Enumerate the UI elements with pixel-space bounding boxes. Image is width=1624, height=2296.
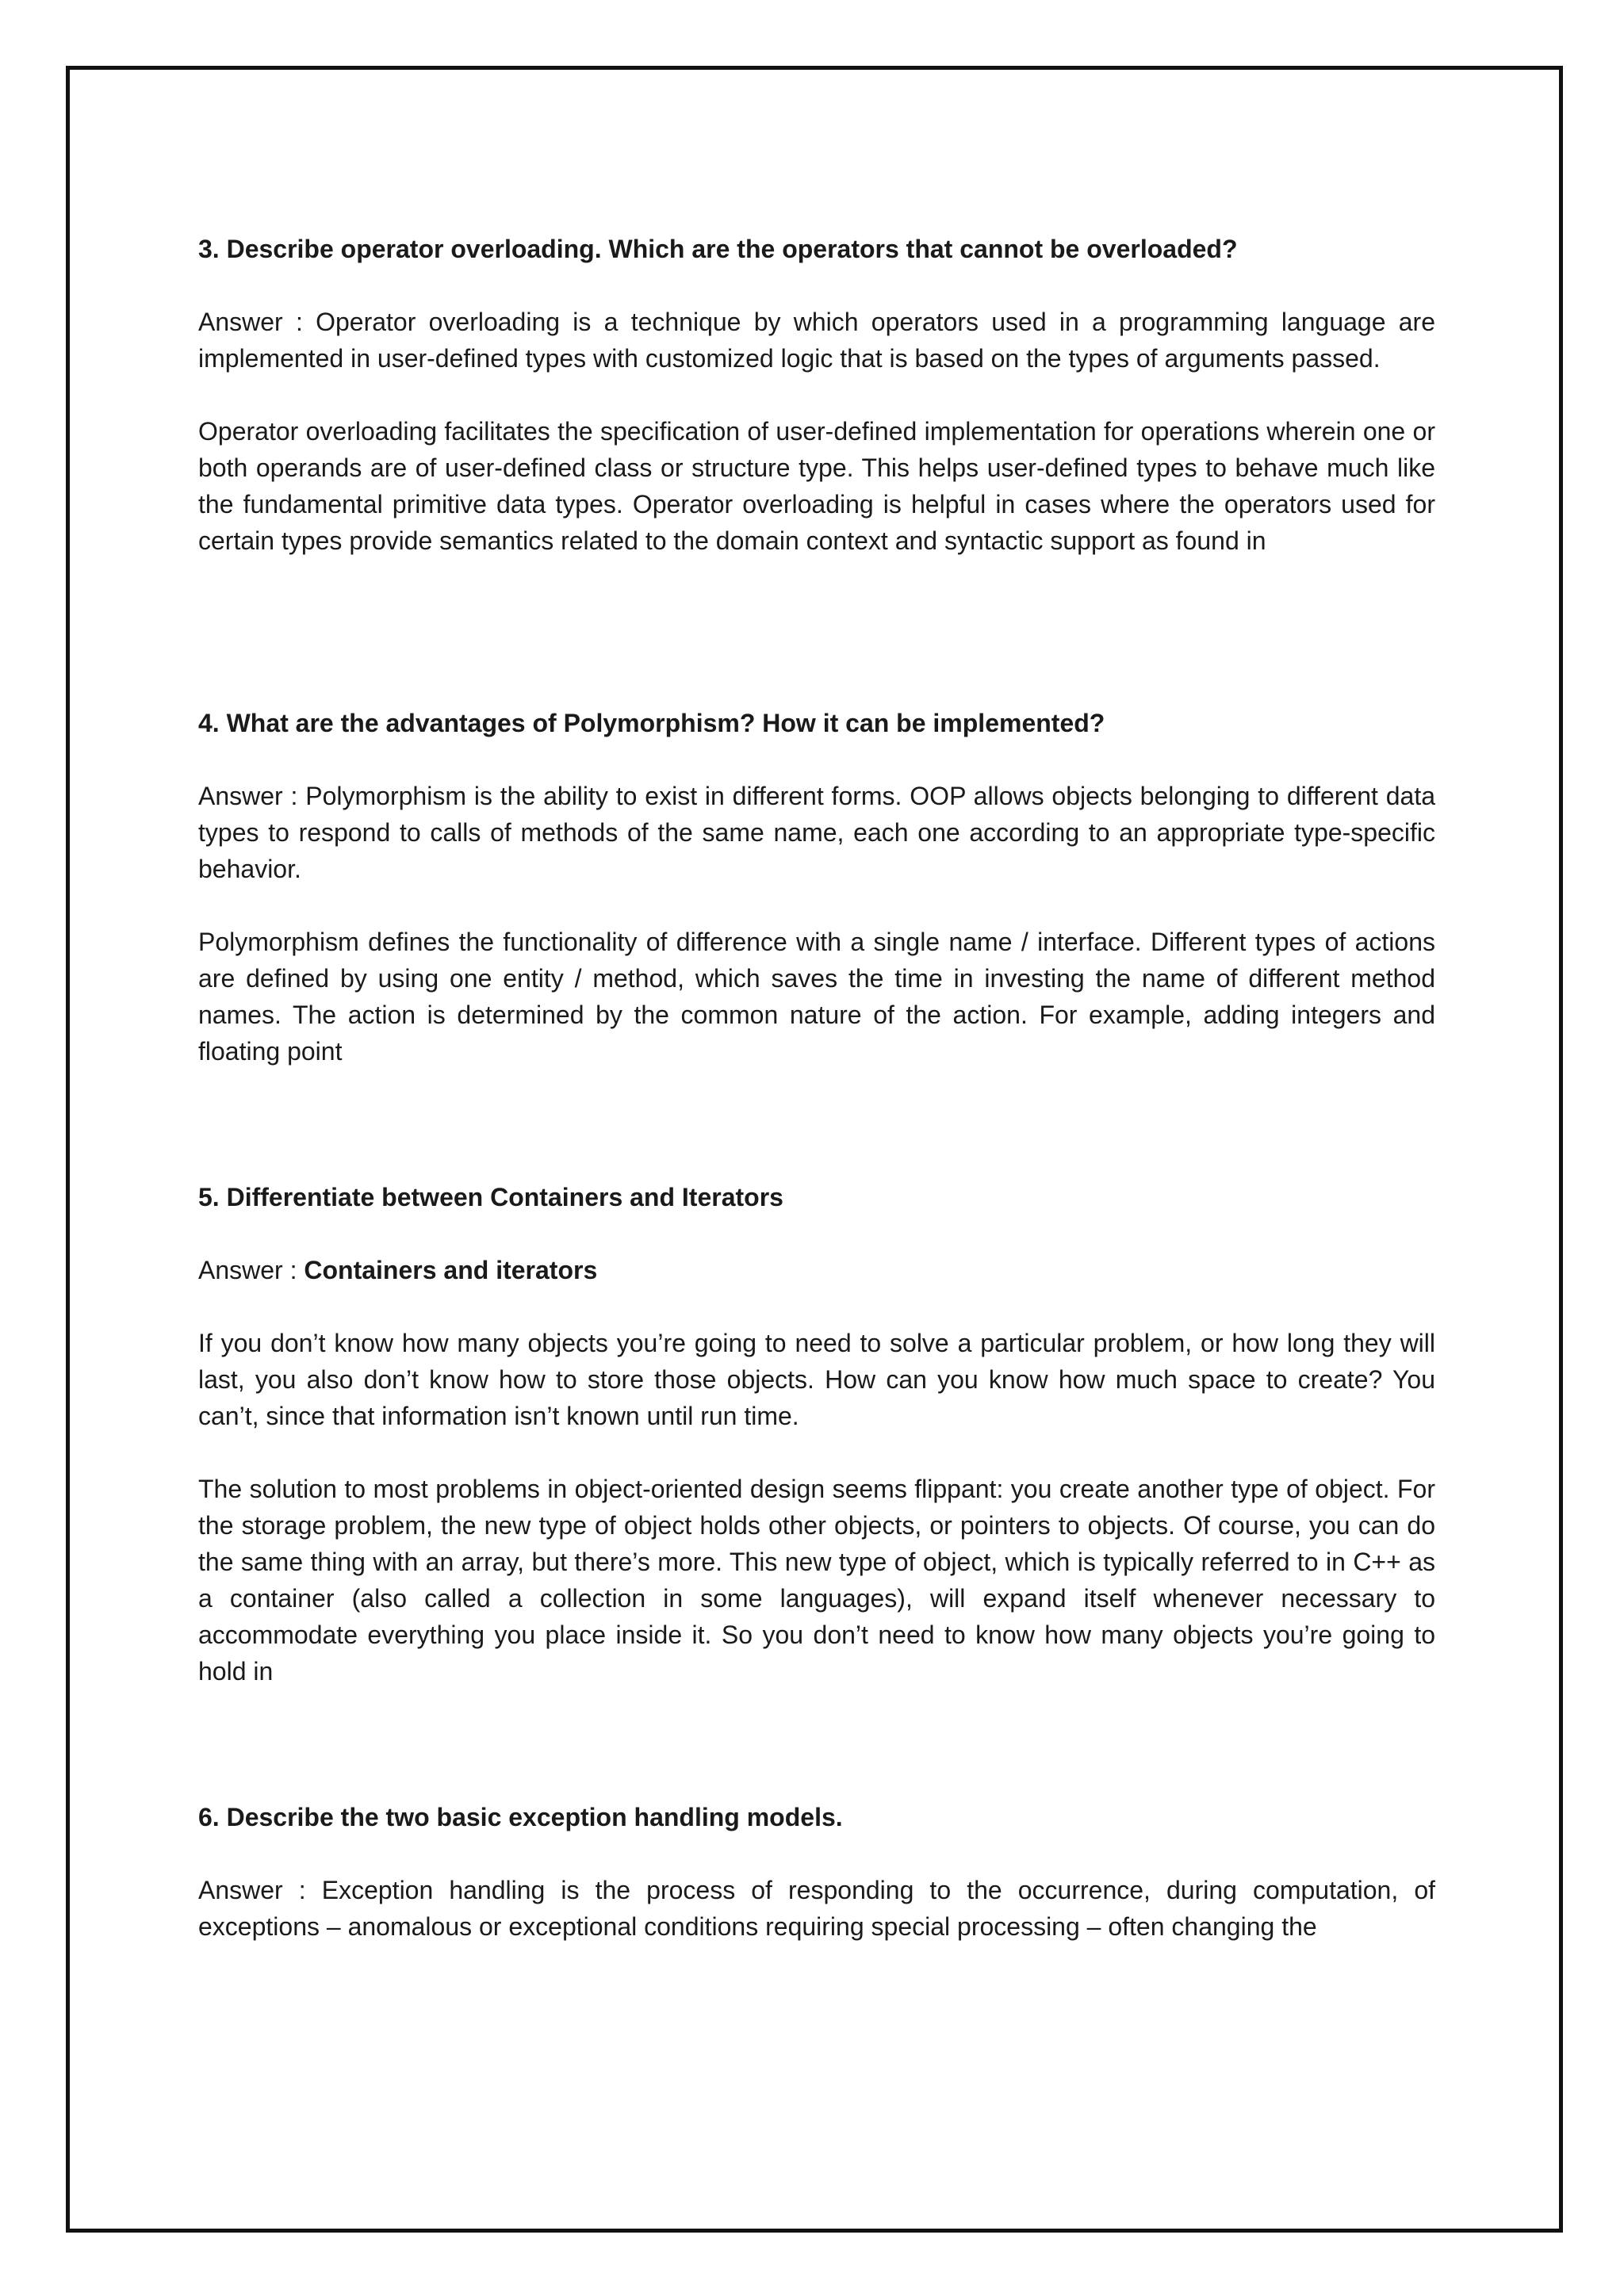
document-body xyxy=(198,231,1435,1945)
question-5-heading: 5. Differentiate between Containers and Iterators xyxy=(198,1183,783,1211)
answer-prefix: Answer : xyxy=(198,1256,304,1284)
question-6-heading: 6. Describe the two basic exception handling models. xyxy=(198,1803,843,1831)
question-4-heading: 4. What are the advantages of Polymorphism? How it can be implemented? xyxy=(198,709,1105,737)
question-5-paragraph-2: The solution to most problems in object-oriented design seems flippant: you create another type of object. For the storage problem, the new type of object holds other objects, or pointers to objects. Of course, you can do the same thing with an array, but there’s more. This new type of object, which is typically referred to in C++ as a container (also called a collection in some languages), will expand itself whenever necessary to accommodate everything you place inside it. So you don’t need to know how many objects you’re going to hold in xyxy=(198,1475,1435,1686)
question-5-answer-line xyxy=(198,1252,1435,1288)
question-5-paragraph-1: If you don’t know how many objects you’re going to need to solve a particular problem, or how long they will last, you also don’t know how to store those objects. How can you know how much space to create? You can’t, since that information isn’t known until run time. xyxy=(198,1329,1435,1430)
answer-subheading: Containers and iterators xyxy=(304,1256,598,1284)
question-6-answer: Answer : Exception handling is the process of responding to the occurrence, during computation, of exceptions – anomalous or exceptional conditions requiring special processing – often changing the xyxy=(198,1876,1435,1941)
question-3-paragraph: Operator overloading facilitates the specification of user-defined implementation for operations wherein one or both operands are of user-defined class or structure type. This helps user-defined types to behave much like the fundamental primitive data types. Operator overloading is helpful in cases where the operators used for certain types provide semantics related to the domain context and syntactic support as found in xyxy=(198,417,1435,555)
question-4-paragraph: Polymorphism defines the functionality of difference with a single name / interface. Different types of actions are defined by using one entity / method, which saves the time in investing the name of different method names. The action is determined by the common nature of the action. For example, adding integers and floating point xyxy=(198,928,1435,1066)
question-3-answer: Answer : Operator overloading is a technique by which operators used in a programming language are implemented in user-defined types with customized logic that is based on the types of arguments passed. xyxy=(198,308,1435,373)
question-3-heading: 3. Describe operator overloading. Which are the operators that cannot be overloaded? xyxy=(198,235,1238,263)
question-4-answer: Answer : Polymorphism is the ability to exist in different forms. OOP allows objects belonging to different data types to respond to calls of methods of the same name, each one according to an appropriate type-specific behavior. xyxy=(198,782,1435,883)
